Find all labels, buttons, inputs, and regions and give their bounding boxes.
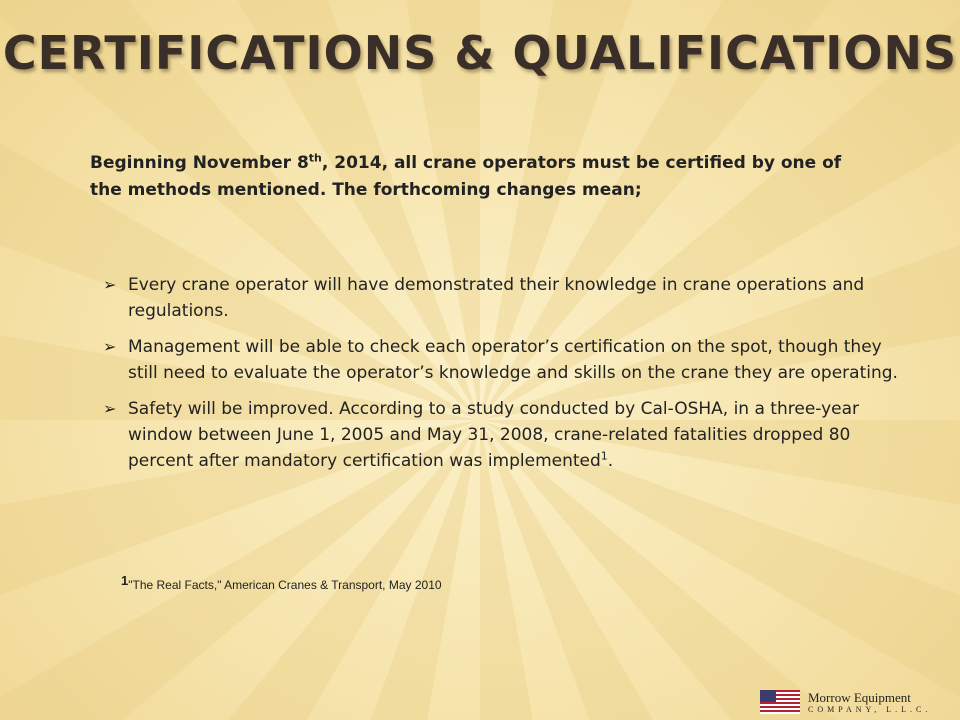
bullet-text-tail: . <box>607 451 614 471</box>
footnote-reference: 1 <box>600 449 608 463</box>
bullet-item <box>103 272 903 324</box>
us-flag-icon <box>760 690 800 714</box>
bullet-text: Every crane operator will have demonstrated their knowledge in crane operations and regulations. <box>128 275 865 321</box>
intro-superscript: th <box>308 151 322 165</box>
bullet-text: Safety will be improved. According to a study conducted by Cal-OSHA, in a three-year window between June 1, 2005 and May 31, 2008, crane-related fatalities dropped 80 percent after mandatory certification was implemented <box>128 399 860 471</box>
footnote-text: "The Real Facts," American Cranes & Transport, May 2010 <box>128 578 442 592</box>
footnote <box>121 573 442 592</box>
arrow-bullet-icon: ➢ <box>103 275 117 294</box>
intro-paragraph <box>90 150 870 204</box>
bullet-item <box>103 334 903 386</box>
bullet-item <box>103 396 903 474</box>
company-subtitle: COMPANY, L.L.C. <box>808 705 932 714</box>
arrow-bullet-icon: ➢ <box>103 337 117 356</box>
intro-text-start: Beginning November 8 <box>90 153 309 173</box>
company-logo <box>760 690 960 720</box>
arrow-bullet-icon: ➢ <box>103 399 117 418</box>
slide-title: CERTIFICATIONS & QUALIFICATIONS <box>2 26 958 80</box>
company-name: Morrow Equipment <box>808 690 911 705</box>
footnote-number: 1 <box>121 573 129 588</box>
intro-text-end: , 2014, all crane operators must be certified by one of the methods mentioned. The forthcoming changes mean; <box>90 153 842 200</box>
bullet-list <box>103 272 903 484</box>
bullet-text: Management will be able to check each operator’s certification on the spot, though they still need to evaluate the operator’s knowledge and skills on the crane they are operating. <box>128 337 898 383</box>
